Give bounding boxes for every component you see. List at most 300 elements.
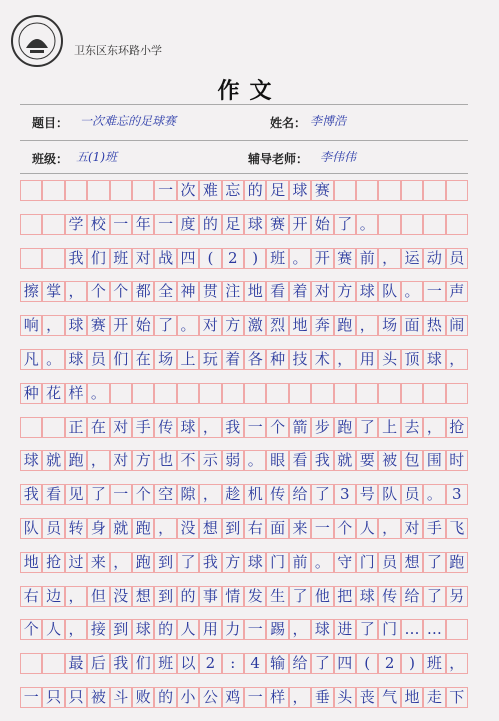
essay-char: 不 — [180, 451, 196, 470]
essay-char: 想 — [135, 586, 151, 605]
essay-char: 2 — [205, 654, 216, 673]
essay-char: ， — [68, 620, 84, 639]
grid-cell — [289, 383, 311, 404]
essay-char: 他 — [314, 586, 330, 605]
essay-char: 方 — [225, 316, 241, 335]
essay-char: 就 — [113, 519, 129, 537]
essay-char: 班 — [113, 248, 129, 267]
essay-char: 一 — [23, 688, 39, 706]
grid-cell — [334, 180, 356, 201]
essay-char: 学 — [68, 214, 84, 233]
essay-char: 想 — [202, 519, 218, 537]
essay-char: 赛 — [314, 181, 330, 199]
essay-char: 对 — [135, 248, 151, 267]
grid-cell — [378, 180, 400, 201]
essay-char: 场 — [158, 350, 174, 368]
essay-char: ， — [382, 248, 398, 267]
grid-cell — [42, 417, 64, 438]
essay-char: 一 — [426, 282, 442, 301]
essay-char: 去 — [404, 417, 420, 436]
essay-char: ， — [68, 586, 84, 605]
essay-char: 转 — [68, 519, 84, 537]
grid-cell — [446, 383, 468, 404]
grid-cell — [446, 619, 468, 640]
essay-char: 发 — [247, 586, 263, 605]
essay-char: 头 — [337, 688, 353, 706]
essay-char: 难 — [202, 181, 218, 199]
essay-char: 我 — [113, 654, 129, 673]
essay-char: ， — [202, 485, 218, 504]
essay-char: 球 — [180, 417, 196, 436]
essay-char: ， — [292, 688, 308, 706]
grid-cell — [42, 653, 64, 674]
essay-char: 了 — [359, 620, 375, 639]
essay-char: 门 — [359, 552, 375, 571]
essay-char: 着 — [225, 350, 241, 368]
essay-char: 另 — [449, 586, 465, 605]
essay-char: 气 — [382, 688, 398, 706]
essay-char: 的 — [180, 586, 196, 605]
essay-char: 奔 — [314, 316, 330, 335]
topic-label: 题目： — [32, 116, 69, 130]
essay-char: 个 — [270, 417, 286, 436]
essay-char: 身 — [90, 519, 106, 537]
essay-char: 飞 — [449, 519, 465, 537]
essay-char: 。 — [180, 316, 196, 335]
essay-char: 门 — [382, 620, 398, 639]
grid-cell — [132, 180, 154, 201]
grid-cell — [110, 383, 132, 404]
essay-char: 一 — [113, 485, 129, 504]
essay-char: 见 — [68, 485, 84, 504]
essay-char: 着 — [292, 282, 308, 301]
essay-char: 地 — [23, 552, 39, 571]
essay-char: 手 — [426, 519, 442, 537]
essay-char: 球 — [68, 316, 84, 335]
grid-cell — [401, 383, 423, 404]
essay-char: 玩 — [202, 350, 218, 368]
essay-char: 球 — [135, 620, 151, 639]
grid-cell — [65, 180, 87, 201]
essay-char: 头 — [382, 350, 398, 368]
essay-char: 闹 — [449, 316, 465, 335]
essay-char: 四 — [180, 248, 196, 267]
grid-cell — [42, 248, 64, 269]
essay-char: 正 — [68, 417, 84, 436]
essay-char: 员 — [382, 552, 398, 571]
essay-char: 接 — [90, 620, 106, 639]
essay-char: 力 — [225, 620, 241, 639]
essay-char: ， — [449, 350, 465, 368]
essay-char: 就 — [337, 451, 353, 470]
grid-cell — [199, 383, 221, 404]
essay-char: 边 — [46, 586, 62, 605]
essay-char: 看 — [46, 485, 62, 504]
essay-char: 前 — [359, 248, 375, 267]
essay-char: 始 — [135, 316, 151, 335]
essay-char: 跑 — [449, 552, 465, 571]
grid-cell — [20, 248, 42, 269]
essay-char: 了 — [337, 214, 353, 233]
essay-char: 丧 — [359, 688, 375, 706]
class-label: 班级： — [32, 152, 69, 166]
essay-char: 空 — [158, 485, 174, 504]
topic-value: 一次难忘的足球赛 — [80, 114, 177, 128]
essay-char: 们 — [90, 248, 106, 267]
grid-cell — [378, 383, 400, 404]
essay-char: 的 — [202, 214, 218, 233]
essay-char: 顶 — [404, 350, 420, 368]
essay-char: 队 — [382, 282, 398, 301]
essay-char: 。 — [426, 485, 442, 504]
essay-char: 球 — [359, 282, 375, 301]
essay-char: 球 — [247, 552, 263, 571]
teacher-label: 辅导老师： — [248, 152, 309, 166]
essay-char: 四 — [337, 654, 353, 673]
essay-char: 声 — [449, 282, 465, 301]
essay-char: 了 — [426, 552, 442, 571]
essay-char: … — [404, 620, 420, 639]
essay-char: 鸡 — [225, 688, 241, 706]
essay-char: 情 — [225, 586, 241, 605]
essay-char: 响 — [23, 316, 39, 335]
essay-char: 到 — [225, 519, 241, 537]
essay-char: 在 — [90, 417, 106, 436]
essay-char: 度 — [180, 214, 196, 233]
essay-char: 面 — [404, 316, 420, 335]
essay-char: 。 — [359, 214, 375, 233]
essay-char: 把 — [337, 586, 353, 605]
grid-cell — [20, 417, 42, 438]
essay-char: 跑 — [337, 316, 353, 335]
essay-char: ) — [409, 654, 415, 673]
essay-char: 只 — [68, 688, 84, 706]
essay-char: 样 — [68, 383, 84, 402]
essay-char: 一 — [247, 688, 263, 706]
essay-char: 热 — [426, 316, 442, 335]
essay-char: 运 — [404, 248, 420, 267]
essay-char: 踢 — [270, 620, 286, 639]
essay-char: ( — [207, 248, 214, 267]
essay-char: 。 — [46, 350, 62, 368]
essay-char: 对 — [202, 316, 218, 335]
essay-char: 就 — [46, 451, 62, 470]
essay-char: 注 — [225, 282, 241, 301]
essay-char: 个 — [113, 282, 129, 301]
essay-char: 们 — [113, 350, 129, 368]
essay-char: 足 — [270, 181, 286, 199]
name-label: 姓名： — [270, 116, 307, 130]
essay-char: 时 — [449, 451, 465, 470]
essay-char: 球 — [426, 350, 442, 368]
essay-char: 激 — [247, 316, 263, 335]
essay-char: 对 — [113, 451, 129, 470]
essay-char: 包 — [404, 451, 420, 470]
essay-char: 都 — [135, 282, 151, 301]
essay-char: 场 — [382, 316, 398, 335]
essay-char: 看 — [292, 451, 308, 470]
essay-char: 人 — [359, 519, 375, 537]
grid-cell — [42, 214, 64, 235]
essay-char: 以 — [180, 654, 196, 673]
essay-char: 技 — [292, 350, 308, 368]
essay-char: 传 — [158, 417, 174, 436]
essay-char: 抢 — [46, 552, 62, 571]
essay-char: 被 — [90, 688, 106, 706]
essay-char: ， — [337, 350, 353, 368]
grid-cell — [446, 214, 468, 235]
essay-char: 球 — [247, 214, 263, 233]
essay-char: 掌 — [46, 282, 62, 301]
essay-char: 球 — [292, 181, 308, 199]
essay-char: 了 — [180, 552, 196, 571]
essay-char: 箭 — [292, 417, 308, 436]
grid-cell — [334, 383, 356, 404]
essay-char: 人 — [180, 620, 196, 639]
essay-char: 个 — [90, 282, 106, 301]
essay-char: 4 — [250, 654, 260, 673]
essay-char: 校 — [90, 214, 106, 233]
essay-char: 隙 — [180, 485, 196, 504]
essay-char: 了 — [426, 586, 442, 605]
essay-char: 守 — [337, 552, 353, 571]
teacher-value: 李伟伟 — [320, 150, 357, 164]
essay-char: 一 — [314, 519, 330, 537]
grid-cell — [20, 214, 42, 235]
grid-cell — [356, 383, 378, 404]
essay-char: ， — [426, 417, 442, 436]
essay-char: 。 — [247, 451, 263, 470]
school-logo — [10, 14, 64, 68]
essay-char: 没 — [180, 519, 196, 537]
essay-char: 忘 — [225, 181, 241, 199]
essay-char: ， — [90, 451, 106, 470]
essay-char: 足 — [225, 214, 241, 233]
essay-char: 要 — [359, 451, 375, 470]
essay-char: 被 — [382, 451, 398, 470]
essay-char: 赛 — [270, 214, 286, 233]
essay-char: 来 — [90, 552, 106, 571]
essay-char: 但 — [90, 586, 106, 605]
essay-char: 。 — [90, 383, 106, 402]
essay-char: 号 — [359, 485, 375, 504]
essay-char: 了 — [158, 316, 174, 335]
essay-char: 看 — [270, 282, 286, 301]
essay-char: 小 — [180, 688, 196, 706]
essay-char: 队 — [23, 519, 39, 537]
essay-char: 跑 — [135, 552, 151, 571]
grid-cell — [446, 180, 468, 201]
essay-char: 班 — [270, 248, 286, 267]
essay-char: ， — [202, 417, 218, 436]
essay-char: 年 — [135, 214, 151, 233]
essay-char: 3 — [340, 485, 350, 504]
essay-char: 方 — [225, 552, 241, 571]
school-seal-icon — [10, 14, 64, 68]
topic-name-row — [20, 104, 468, 137]
essay-char: 我 — [68, 248, 84, 267]
essay-char: 跑 — [337, 417, 353, 436]
essay-char: 种 — [270, 350, 286, 368]
essay-char: 球 — [359, 586, 375, 605]
essay-char: 了 — [314, 654, 330, 673]
essay-char: 队 — [382, 485, 398, 504]
essay-char: : — [230, 654, 236, 673]
essay-char: 上 — [382, 417, 398, 436]
essay-char: 面 — [270, 519, 286, 537]
essay-char: 在 — [135, 350, 151, 368]
essay-char: 围 — [426, 451, 442, 470]
essay-char: 我 — [314, 451, 330, 470]
essay-char: 开 — [113, 316, 129, 335]
essay-char: 到 — [158, 586, 174, 605]
grid-cell — [154, 383, 176, 404]
essay-char: 球 — [68, 350, 84, 368]
essay-char: 上 — [180, 350, 196, 368]
essay-char: 眼 — [270, 451, 286, 470]
essay-char: 给 — [292, 485, 308, 504]
essay-char: 公 — [202, 688, 218, 706]
essay-char: 过 — [68, 552, 84, 571]
grid-cell — [401, 180, 423, 201]
essay-char: 员 — [90, 350, 106, 368]
grid-cell — [20, 180, 42, 201]
essay-char: … — [426, 620, 442, 639]
essay-char: ， — [158, 519, 174, 537]
essay-char: 输 — [270, 654, 286, 673]
essay-char: 垂 — [314, 688, 330, 706]
essay-char: 到 — [113, 620, 129, 639]
essay-char: 战 — [158, 248, 174, 267]
essay-char: 给 — [292, 654, 308, 673]
essay-char: 了 — [359, 417, 375, 436]
essay-char: 到 — [158, 552, 174, 571]
essay-char: 种 — [23, 383, 39, 402]
grid-cell — [20, 653, 42, 674]
essay-char: 赛 — [337, 248, 353, 267]
grid-cell — [423, 180, 445, 201]
essay-char: 人 — [46, 620, 62, 639]
essay-char: 动 — [426, 248, 442, 267]
essay-char: 传 — [382, 586, 398, 605]
essay-char: 样 — [270, 688, 286, 706]
essay-char: ， — [449, 654, 465, 673]
essay-char: 的 — [247, 181, 263, 199]
essay-char: ) — [252, 248, 259, 267]
essay-char: 抢 — [449, 417, 465, 436]
grid-cell — [42, 180, 64, 201]
grid-cell — [87, 180, 109, 201]
grid-cell — [222, 383, 244, 404]
essay-char: 只 — [46, 688, 62, 706]
essay-char: 手 — [135, 417, 151, 436]
essay-char: 贯 — [202, 282, 218, 301]
essay-char: 方 — [337, 282, 353, 301]
essay-char: ， — [68, 282, 84, 301]
grid-cell — [401, 214, 423, 235]
essay-char: 开 — [292, 214, 308, 233]
essay-char: 走 — [426, 688, 442, 706]
grid-cell — [356, 180, 378, 201]
essay-char: 。 — [292, 248, 308, 267]
essay-char: 趁 — [225, 485, 241, 504]
essay-char: 用 — [202, 620, 218, 639]
essay-char: 擦 — [23, 282, 39, 301]
essay-char: 跑 — [135, 519, 151, 537]
grid-cell — [423, 214, 445, 235]
essay-char: 方 — [135, 451, 151, 470]
essay-char: 个 — [135, 485, 151, 504]
essay-char: 球 — [23, 451, 39, 470]
essay-char: 后 — [90, 654, 106, 673]
essay-char: 想 — [404, 552, 420, 571]
essay-char: 了 — [314, 485, 330, 504]
grid-cell — [378, 214, 400, 235]
grid-cell — [423, 383, 445, 404]
essay-char: 神 — [180, 282, 196, 301]
essay-char: 给 — [404, 586, 420, 605]
essay-char: 进 — [337, 620, 353, 639]
essay-char: 2 — [228, 248, 238, 267]
essay-char: 花 — [46, 383, 62, 402]
essay-char: 班 — [426, 654, 442, 673]
class-value: 五(1)班 — [76, 150, 117, 164]
essay-char: ， — [292, 620, 308, 639]
grid-cell — [311, 383, 333, 404]
grid-cell — [266, 383, 288, 404]
essay-char: 一 — [247, 620, 263, 639]
essay-char: 对 — [113, 417, 129, 436]
grid-cell — [132, 383, 154, 404]
essay-char: ( — [364, 654, 371, 673]
essay-char: 的 — [158, 688, 174, 706]
essay-char: 右 — [247, 519, 263, 537]
essay-char: 赛 — [90, 316, 106, 335]
essay-char: 2 — [384, 654, 395, 673]
grid-cell — [177, 383, 199, 404]
essay-char: 地 — [404, 688, 420, 706]
essay-char: 我 — [23, 485, 39, 504]
essay-char: 个 — [337, 519, 353, 537]
essay-char: 一 — [158, 214, 174, 233]
essay-char: 开 — [314, 248, 330, 267]
essay-char: ， — [113, 552, 129, 571]
essay-char: 一 — [158, 181, 174, 199]
essay-char: 没 — [113, 586, 129, 605]
essay-char: 也 — [158, 451, 174, 470]
essay-char: 斗 — [113, 688, 129, 706]
essay-char: 我 — [202, 552, 218, 571]
essay-char: 最 — [68, 654, 84, 673]
essay-char: ， — [46, 316, 62, 335]
essay-char: 生 — [270, 586, 286, 605]
essay-char: 事 — [202, 586, 218, 605]
essay-char: 的 — [158, 620, 174, 639]
essay-char: 员 — [404, 485, 420, 504]
essay-char: 跑 — [68, 451, 84, 470]
class-teacher-row — [20, 140, 468, 174]
essay-char: 地 — [292, 316, 308, 335]
essay-char: 次 — [180, 181, 196, 199]
essay-char: 弱 — [225, 451, 241, 470]
essay-char: 。 — [404, 282, 420, 301]
school-name: 卫东区东环路小学 — [74, 44, 162, 57]
essay-char: 术 — [314, 350, 330, 368]
essay-char: 。 — [314, 552, 330, 571]
essay-char: 球 — [314, 620, 330, 639]
essay-char: 各 — [247, 350, 263, 368]
essay-char: 3 — [452, 485, 462, 504]
